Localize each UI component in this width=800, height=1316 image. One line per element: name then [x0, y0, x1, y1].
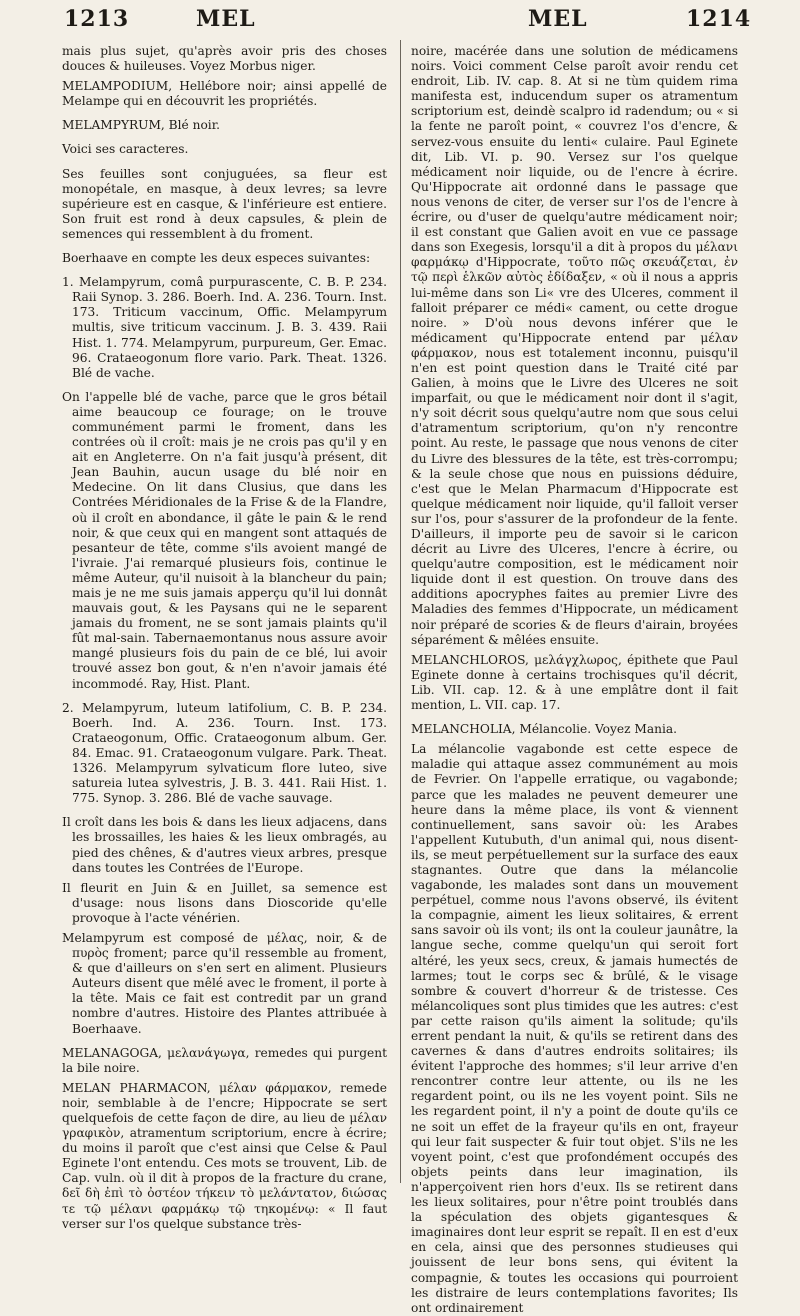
left-column	[62, 44, 387, 1231]
entry-paragraph: noire, macérée dans une solution de médicamens noirs. Voici comment Celse paroît avoir rendu cet endroit, Lib. IV. cap. 8. At si ne tùm quidem rima manifesta est, inducendum super os atramentum scriptorium est, deindè scalpro id radendum; ou « si la fente ne paroît point, « couvrez l'os d'encre, & servez-vous ensuite du lenti« culaire. Paul Eginete dit, Lib. VI. p. 90. Versez sur l'os quelque médicament noir liquide, ou de l'encre à écrire. Qu'Hippocrate ait ordonné dans le passage que nous venons de citer, de verser sur l'os de l'encre à écrire, ou d'user de quelqu'autre médicament noir; il est constant que Galien avoit en vue ce passage dans son Exegesis, lorsqu'il a dit à propos du μέλανι φαρμάκῳ d'Hippocrate, τοῦτο πῶς σκευάζεται, ἐν τῷ περὶ ἑλκῶν αὐτὸς ἐδίδαξεν, « où il nous a appris lui-même dans son Li« vre des Ulceres, comment il falloit préparer ce médi« cament, ou cette drogue noire. » D'où nous devons inférer que le médicament qu'Hippocrate entend par μέλαν φάρμακον, nous est totalement inconnu, puisqu'il n'en est point question dans le Traité cité par Galien, à moins que le Livre des Ulceres ne soit imparfait, ou que le médicament noir dont il s'agit, n'y soit décrit sous quelqu'autre nom que sous celui d'atramentum scriptorium, qu'on n'y rencontre point. Au reste, le passage que nous venons de citer du Livre des blessures de la tête, est très-corrompu; & la seule chose que nous en puissions déduire, c'est que le Melan Pharmacum d'Hippocrate est quelque médicament noir liquide, qu'il falloit verser sur l'os, pour s'assurer de la profondeur de la fente. D'ailleurs, il importe peu de savoir si le caricon décrit au Livre des Ulceres, l'encre à écrire, ou quelqu'autre composition, est le médicament noir liquide dont il est question. On trouve dans des additions apocryphes faites au premier Livre des Maladies des femmes d'Hippocrate, un médicament noir préparé de scories & de fleurs d'airain, broyées séparément & mêlées ensuite.	[411, 44, 738, 647]
right-page-number: 1214	[686, 6, 752, 32]
entry-paragraph: On l'appelle blé de vache, parce que le gros bétail aime beaucoup ce fourage; on le trouve communément parmi le froment, dans les contrées où il croît: mais je ne crois pas qu'il y en ait en Angleterre. On n'a fait jusqu'à présent, dit Jean Bauhin, aucun usage du blé noir en Medecine. On lit dans Clusius, que dans les Contrées Méridionales de la Frise & de la Flandre, où il croît en abondance, il gâte le pain & le rend noir, & que ceux qui en mangent sont attaqués de pesanteur de tête, comme s'ils avoient mangé de l'ivraie. J'ai remarqué plusieurs fois, continue le même Auteur, qu'il nuisoit à la blancheur du pain; mais je ne me suis jamais apperçu qu'il lui donnât mauvais gout, & les Paysans qui ne le separent jamais du froment, ne se sont jamais plaints qu'il fût mal-sain. Tabernaemontanus nous assure avoir mangé plusieurs fois du pain de ce blé, lui avoir trouvé assez bon gout, & n'en n'avoir jamais été incommodé. Ray, Hist. Plant.	[62, 389, 387, 691]
right-column	[411, 44, 738, 1315]
dictionary-entry-heading: MELAMPODIUM, Hellébore noir; ainsi appellé de Melampe qui en découvrit les propriétés.	[62, 79, 387, 109]
entry-paragraph: 1. Melampyrum, comâ purpurascente, C. B. P. 234. Raii Synop. 3. 286. Boerh. Ind. A. 236. Tourn. Inst. 173. Triticum vaccinum, Offic. Melampyrum multis, sive triticum vaccinum. J. B. 3. 439. Raii Hist. 1. 774. Melampyrum, purpureum, Ger. Emac. 96. Crataeogonum flore vario. Park. Theat. 1326. Blé de vache.	[62, 275, 387, 380]
left-page-number: 1213	[64, 6, 130, 32]
dictionary-entry-heading: MELANCHOLIA, Mélancolie. Voyez Mania.	[411, 722, 678, 737]
left-running-head: MEL	[196, 6, 256, 32]
dictionary-entry-heading: MELAN PHARMACON, μέλαν φάρμακον, remede noir, semblable à de l'encre; Hippocrate se sert quelquefois de cette façon de dire, au lieu de μέλαν γραφικὸν, atramentum scriptorium, encre à écrire; du moins il paroît que c'est ainsi que Celse & Paul Eginete l'ont entendu. Ces mots se trouvent, Lib. de Cap. vuln. où il dit à propos de la fracture du crane, δεῖ δὴ ἐπὶ τὸ ὀστέον τήκειν τὸ μελάντατον, διώσας τε τῷ μέλανι φαρμάκῳ τῷ τηκομένῳ: « Il faut verser sur l'os quelque substance très-	[62, 1080, 387, 1231]
entry-paragraph: Boerhaave en compte les deux especes suivantes:	[62, 251, 371, 266]
column-rule	[400, 40, 401, 1183]
dictionary-entry-heading: MELAMPYRUM, Blé noir.	[62, 118, 221, 133]
right-running-head: MEL	[528, 6, 588, 32]
entry-paragraph: Il croît dans les bois & dans les lieux adjacens, dans les brossailles, les haies & les lieux ombragés, au pied des chênes, & d'autres vieux arbres, presque dans toutes les Contrées de l'Europe.	[62, 815, 387, 875]
entry-paragraph: Melampyrum est composé de μέλας, noir, & de πυρὸς froment; parce qu'il ressemble au froment, & que d'ailleurs on s'en sert en aliment. Plusieurs Auteurs disent que mêlé avec le froment, il porte à la tête. Mais ce fait est contredit par un grand nombre d'autres. Histoire des Plantes attribuée à Boerhaave.	[62, 930, 387, 1036]
entry-paragraph: 2. Melampyrum, luteum latifolium, C. B. P. 234. Boerh. Ind. A. 236. Tourn. Inst. 173. Crataeogonum, Offic. Crataeogonum album. Ger. 84. Emac. 91. Crataeogonum vulgare. Park. Theat. 1326. Melampyrum sylvaticum flore luteo, sive satureia lutea sylvestris, J. B. 3. 441. Raii Hist. 1. 775. Synop. 3. 286. Blé de vache sauvage.	[62, 700, 387, 806]
entry-paragraph: Il fleurit en Juin & en Juillet, sa semence est d'usage: nous lisons dans Dioscoride qu'elle provoque à l'acte vénérien.	[62, 880, 387, 925]
entry-paragraph: mais plus sujet, qu'après avoir pris des choses douces & huileuses. Voyez Morbus niger.	[62, 44, 387, 74]
dictionary-entry-heading: MELANAGOGA, μελανάγωγα, remedes qui purgent la bile noire.	[62, 1045, 387, 1075]
dictionary-entry-heading: MELANCHLOROS, μελάγχλωρος, épithete que Paul Eginete donne à certains trochisques qu'il décrit, Lib. VII. cap. 12. & à une emplâtre dont il fait mention, L. VII. cap. 17.	[411, 652, 738, 713]
entry-paragraph: Ses feuilles sont conjuguées, sa fleur est monopétale, en masque, à deux levres; sa levre supérieure est en casque, & l'inférieure est entiere. Son fruit est rond à deux capsules, & plein de semences qui ressemblent à du froment.	[62, 166, 387, 241]
entry-paragraph: Voici ses caracteres.	[62, 142, 189, 157]
entry-paragraph: La mélancolie vagabonde est cette espece de maladie qui attaque assez communément au mois de Fevrier. On l'appelle erratique, ou vagabonde; parce que les malades ne peuvent demeurer une heure dans la même place, ils vont & viennent continuellement, sans savoir où: les Arabes l'appellent Kutubuth, d'un animal qui, nous disent-ils, se meut perpétuellement sur la surface des eaux stagnantes. Outre que dans la mélancolie vagabonde, les malades sont dans un mouvement perpétuel, comme nous l'avons observé, ils évitent la compagnie, aiment les lieux solitaires, & errent sans savoir où ils vont; ils ont la couleur jaunâtre, la langue seche, comme quelqu'un qui seroit fort altéré, les yeux secs, creux, & jamais humectés de larmes; tout le corps sec & brûlé, & le visage sombre & couvert d'horreur & de tristesse. Ces mélancoliques sont plus timides que les autres: c'est par cette raison qu'ils aiment la solitude; qu'ils errent pendant la nuit, & qu'ils se retirent dans des cavernes & dans d'autres endroits solitaires; ils évitent l'approche des hommes; s'il leur arrive d'en rencontrer contre leur attente, ou ils ne les regardent point, ou ils ne les voyent point. Sils ne les regardent point, il n'y a point de doute qu'ils ce ne soit un effet de la frayeur qu'ils en ont, frayeur qui leur fait suspecter & fuir tout objet. S'ils ne les voyent point, c'est que profondément occupés des objets peints dans leur imagination, ils n'apperçoivent rien hors d'eux. Ils se retirent dans les lieux solitaires, pour n'être point troublés dans la spéculation des objets gigantesques & imaginaires dont leur esprit se repaît. Il en est d'eux en cela, ainsi que des personnes studieuses qui jouissent de leur bons sens, qui évitent la compagnie, & toutes les occasions qui pourroient les distraire de leurs contemplations favorites; Ils ont ordinairement	[411, 742, 738, 1315]
